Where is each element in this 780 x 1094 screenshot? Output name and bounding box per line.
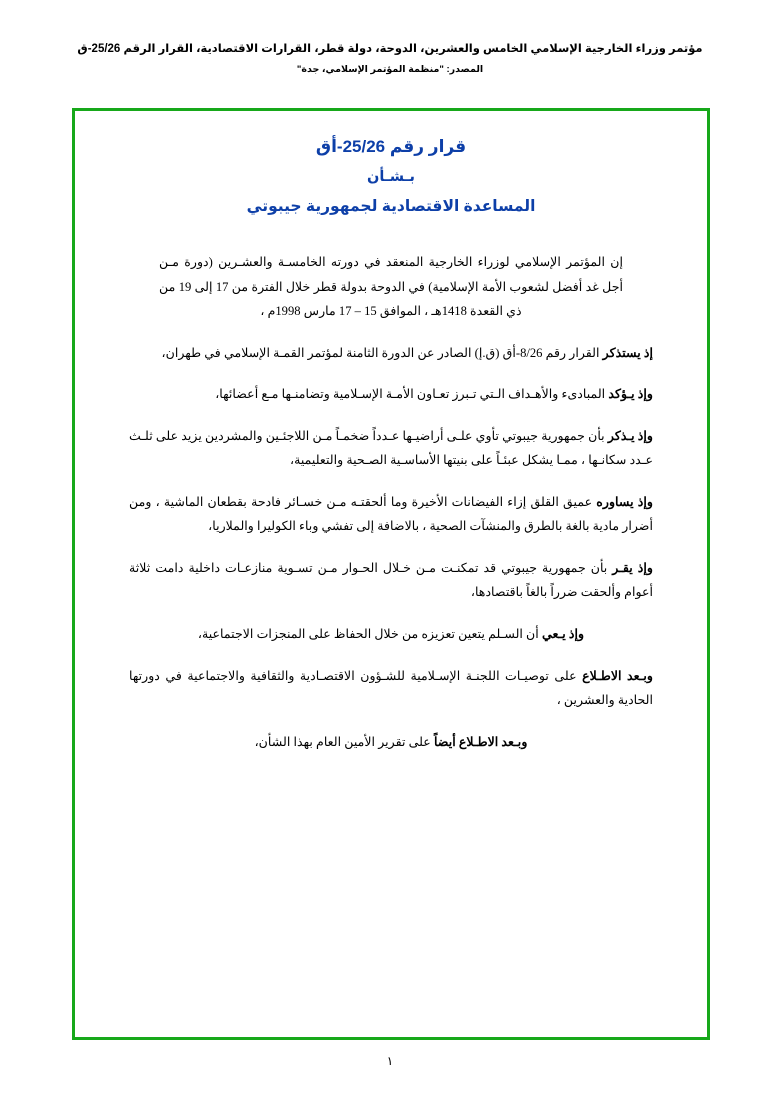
resolution-topic: المساعدة الاقتصادية لجمهورية جيبوتي [246,198,536,215]
paragraph-acknowledging [129,556,653,605]
paragraph-text: إن المؤتمر الإسلامي لوزراء الخارجية المنعقد في دورته الخامسـة والعشـرين (دورة مـن أجل غد أفضل لشعوب الأمة الإسلامية) في الدوحة بدولة قطر خلال الفترة من 17 إلى 19 من ذي القعدة 1418هـ ، الموافق 15 – 17 مارس 1998م ، [159,255,623,319]
paragraph-lead: وإذ يساوره [596,494,653,509]
paragraph-lead: وبـعد الاطـلاع أيضاً [433,734,528,749]
paragraph-noting [129,424,653,473]
paragraph-text: على توصيـات اللجنـة الإسـلامية للشـؤون الاقتصـادية والثقافية والاجتماعية في دورتها الحادية والعشرين ، [129,668,653,708]
content-inner [75,111,707,754]
paragraph-lead: وإذ يـعي [541,627,585,642]
resolution-body [129,250,653,754]
paragraph-text: أن السـلم يتعين تعزيزه من خلال الحفاظ على المنجزات الاجتماعية، [197,627,539,642]
page-number: ١ [386,1054,394,1068]
paragraph-text: المبادىء والأهـداف الـتي تـبرز تعـاون الأمـة الإسـلامية وتضامنـها مـع أعضائها، [215,387,606,402]
paragraph-preamble [129,250,653,324]
resolution-title-block [129,137,653,216]
paragraph-text: بأن جمهورية جيبوتي تأوي علـى أراضيـها عـدداً ضخمـاً مـن اللاجئـين والمشردين يزيد على ثلـث عـدد سكانـها ، ممـا يشكل عبئـاً على بنيتها الأساسـية الصـحية والتعليمية، [129,428,653,468]
page-footer [0,1054,780,1069]
paragraph-aware [129,622,653,647]
paragraph-text: عميق القلق إزاء الفيضانات الأخيرة وما ألحقتـه مـن خسـائر فادحة بقطعان الماشية ، ومن أضرار مادية بالغة بالطرق والمنشآت الصحية ، بالاضافة إلى تفشي وباء الكوليرا والملاريا، [129,494,653,534]
header-line-1: مؤتمر وزراء الخارجية الإسلامي الخامس والعشرين، الدوحة، دولة قطر، القرارات الاقتصادية، القرار الرقم 25/26-ق [77,43,703,55]
page-header [0,0,780,78]
paragraph-lead: وإذ يـذكر [607,428,653,443]
header-line-2: المصدر: "منظمة المؤتمر الإسلامي، جدة" [296,63,484,75]
paragraph-concerned [129,490,653,539]
paragraph-text: القرار رقم 8/26-أق (ق.إ) الصادر عن الدورة الثامنة لمؤتمر القمـة الإسلامي في طهران، [161,345,600,360]
paragraph-having-considered-also [129,730,653,755]
paragraph-text: على تقرير الأمين العام بهذا الشأن، [254,734,431,749]
resolution-number: قرار رقم 25/26-أق [315,137,467,156]
paragraph-text: بأن جمهورية جيبوتي قد تمكنـت مـن خـلال الحـوار مـن تسـوية منازعـات داخلية دامت ثلاثة أعوام وألحقت ضرراً بالغاً باقتصادها، [129,560,653,600]
paragraph-having-considered [129,664,653,713]
paragraph-lead: وإذ يـؤكد [608,387,653,402]
paragraph-lead: وإذ يقـر [612,560,653,575]
paragraph-affirming [129,382,653,407]
content-frame [72,108,710,1040]
paragraph-recalling [129,341,653,366]
paragraph-lead: إذ يستذكر [602,345,653,360]
paragraph-lead: وبـعد الاطـلاع [582,668,653,683]
resolution-about-label: بـشـأن [367,169,415,185]
